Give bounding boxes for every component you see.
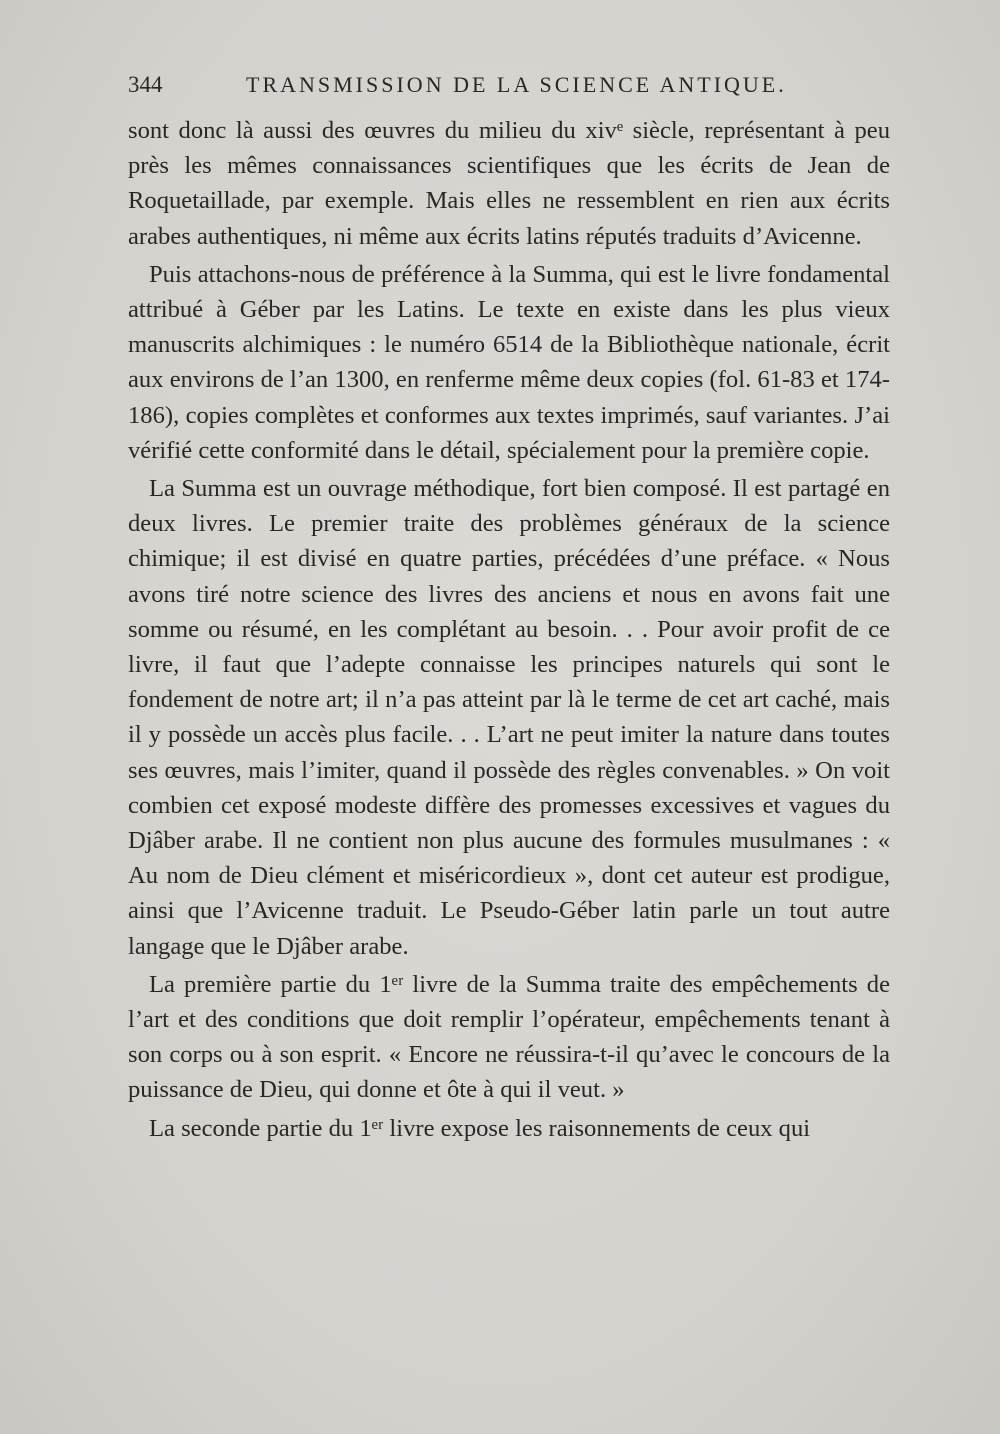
running-title: TRANSMISSION DE LA SCIENCE ANTIQUE. bbox=[246, 72, 787, 97]
page-header bbox=[128, 72, 890, 106]
paragraph-continuation: sont donc là aussi des œuvres du milieu du xivᵉ siècle, représentant à peu près les mêmes connaissances scientifiques que les écrits de Jean de Roquetaillade, par exemple. Mais elles ne ressemblent en rien aux écrits arabes authentiques, ni même aux écrits latins réputés traduits d’Avicenne. bbox=[128, 117, 890, 250]
page-number: 344 bbox=[128, 72, 163, 97]
body-text bbox=[128, 113, 890, 1146]
paragraph-summa-intro: Puis attachons-nous de préférence à la Summa, qui est le livre fondamental attribué à Géber par les Latins. Le texte en existe dans les plus vieux manuscrits alchimiques : le numéro 6514 de la Bibliothèque nationale, écrit aux environs de l’an 1300, en renferme même deux copies (fol. 61-83 et 174-186), copies complètes et conformes aux textes imprimés, sauf variantes. J’ai vérifié cette conformité dans le détail, spécialement pour la première copie. bbox=[128, 260, 890, 464]
paragraph-first-part: La première partie du 1ᵉʳ livre de la Summa traite des empêchements de l’art et des conditions que doit remplir l’opérateur, empêchements tenant à son corps ou à son esprit. « Encore ne réussira-t-il qu’avec le concours de la puissance de Dieu, qui donne et ôte à qui il veut. » bbox=[128, 970, 890, 1104]
paragraph-second-part: La seconde partie du 1ᵉʳ livre expose les raisonnements de ceux qui bbox=[149, 1114, 811, 1142]
paragraph-summa-description: La Summa est un ouvrage méthodique, fort bien composé. Il est partagé en deux livres. Le premier traite des problèmes généraux de la science chimique; il est divisé en quatre parties, précédées d’une préface. « Nous avons tiré notre science des livres des anciens et nous en avons fait une somme ou résumé, en les complétant au besoin. . . Pour avoir profit de ce livre, il faut que l’adepte connaisse les principes naturels qui sont le fondement de notre art; il n’a pas atteint par là le terme de cet art caché, mais il y possède un accès plus facile. . . L’art ne peut imiter la nature dans toutes ses œuvres, mais l’imiter, quand il possède des règles convenables. » On voit combien cet exposé modeste diffère des promesses excessives et vagues du Djâber arabe. Il ne contient non plus aucune des formules musulmanes : « Au nom de Dieu clément et miséricordieux », dont cet auteur est prodigue, ainsi que l’Avicenne traduit. Le Pseudo-Géber latin parle un tout autre langage que le Djâber arabe. bbox=[128, 475, 890, 960]
